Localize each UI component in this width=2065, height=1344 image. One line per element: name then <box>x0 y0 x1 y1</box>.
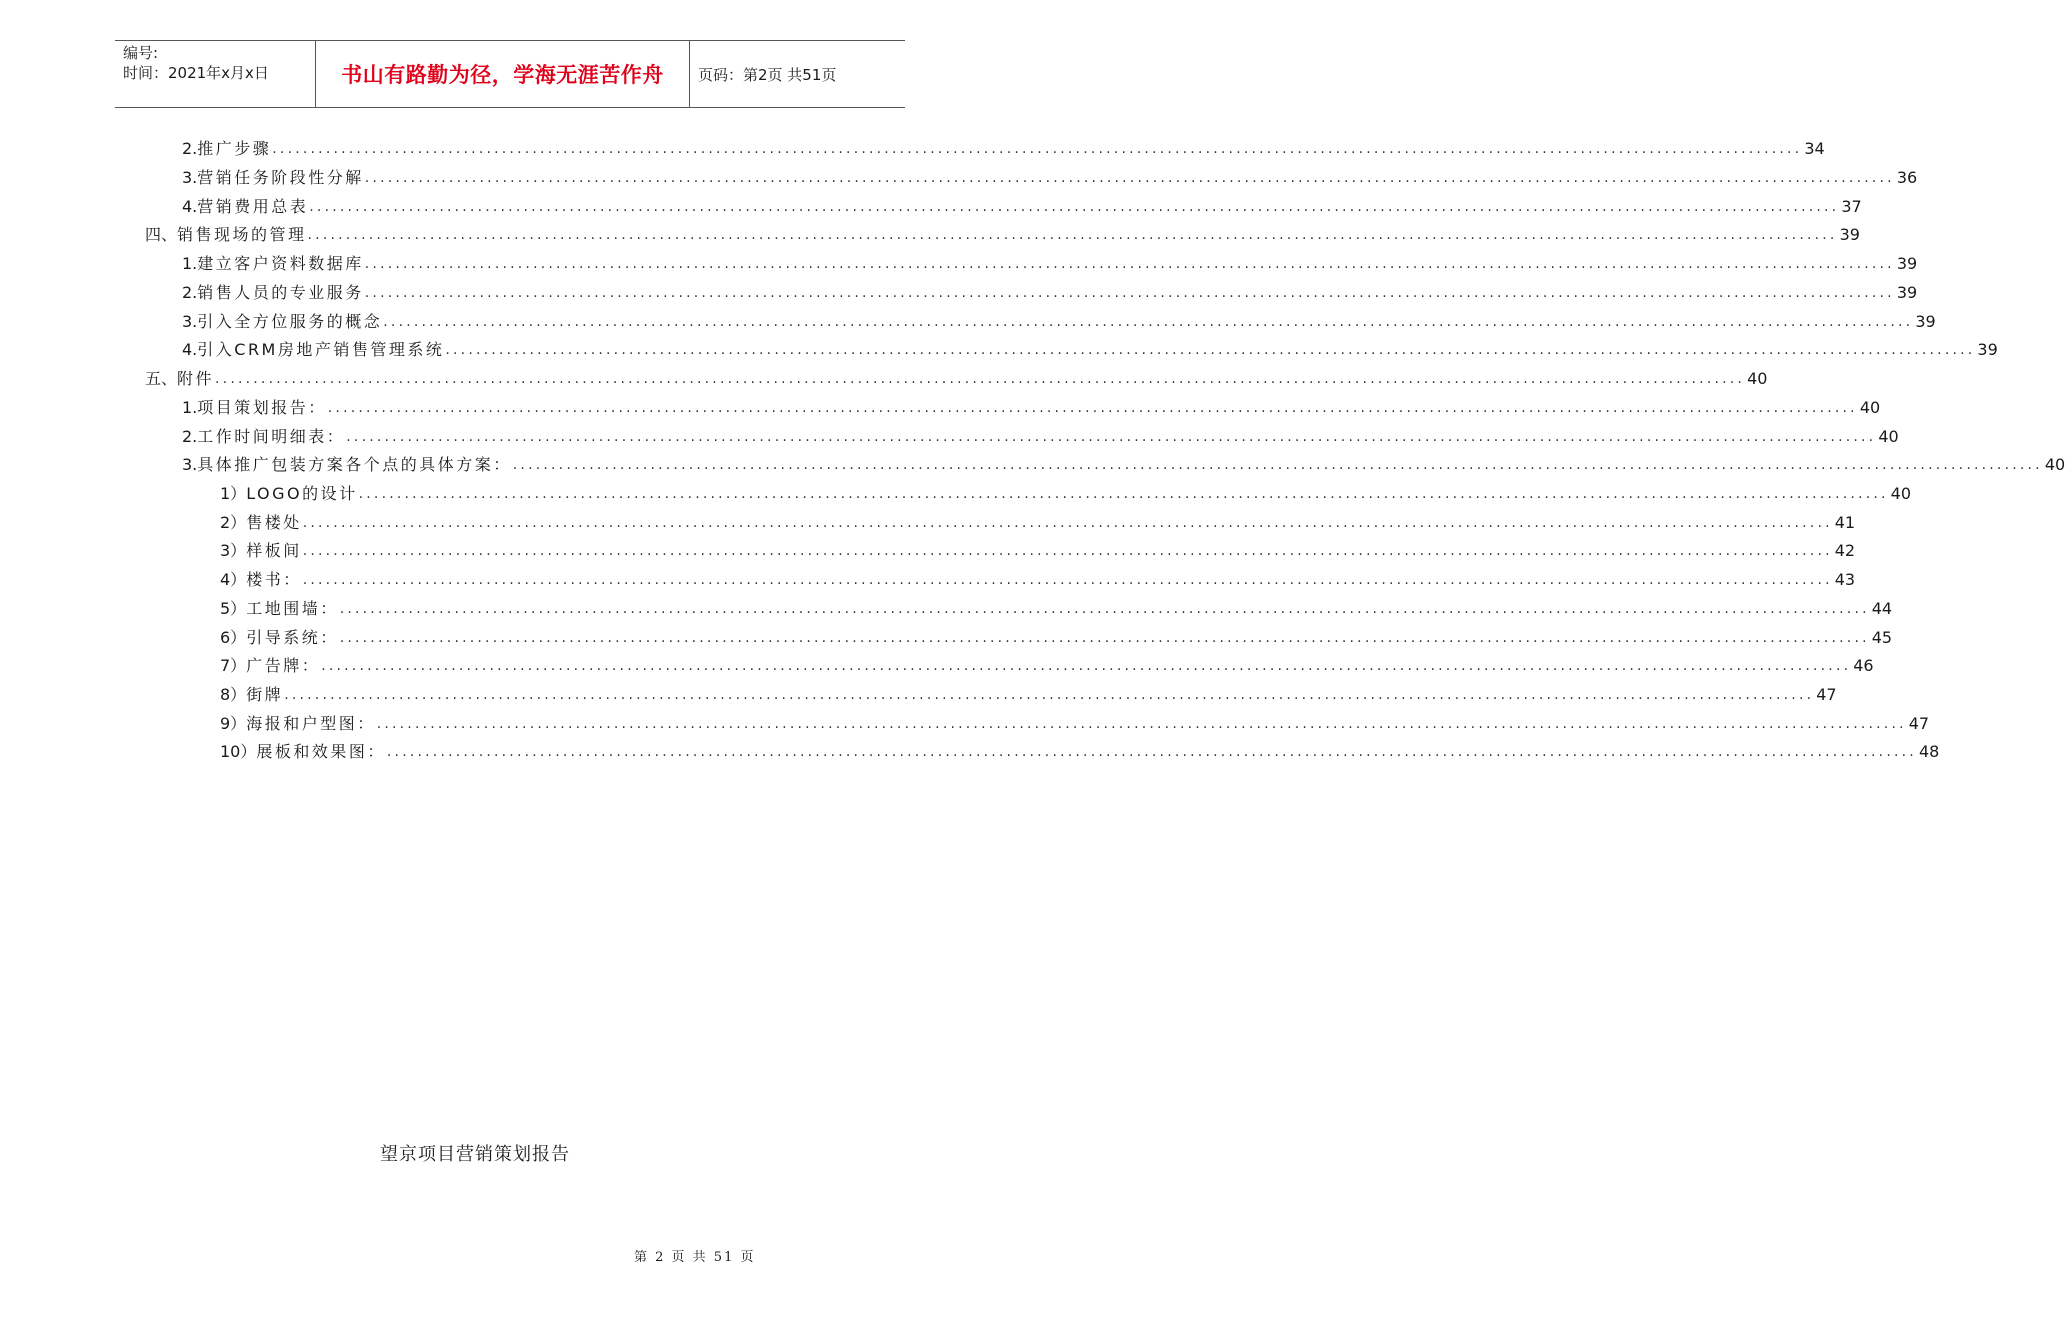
motto-text: 书山有路勤为径，学海无涯苦作舟 <box>341 63 664 87</box>
toc-entry-number: 1） <box>220 484 247 503</box>
toc-entry-title: 推广步骤 <box>197 139 272 158</box>
toc-entry-page: 40 <box>1878 427 1899 446</box>
toc-entry-number: 3. <box>182 455 198 474</box>
toc-entry-number: 3. <box>182 312 198 331</box>
toc-leader-dots: ........................................................................................................................................................................................................ <box>383 314 1914 330</box>
toc-entry-title: 销售人员的专业服务 <box>197 283 364 302</box>
toc-leader-dots: ........................................................................................................................................................................................................ <box>512 457 2043 473</box>
toc-entry[interactable] <box>220 481 1912 507</box>
toc-entry-number: 8） <box>220 685 247 704</box>
toc-entry[interactable] <box>182 165 1918 191</box>
toc-leader-dots: ........................................................................................................................................................................................................ <box>358 486 1889 502</box>
toc-leader-dots: ........................................................................................................................................................................................................ <box>302 572 1833 588</box>
toc-entry[interactable] <box>220 653 1874 679</box>
toc-entry[interactable] <box>182 280 1918 306</box>
toc-entry[interactable] <box>182 309 1936 335</box>
toc-leader-dots: ........................................................................................................................................................................................................ <box>364 170 1895 186</box>
toc-entry[interactable] <box>220 596 1893 622</box>
toc-leader-dots: ........................................................................................................................................................................................................ <box>386 744 1917 760</box>
time-label: 时间：2021年x月x日 <box>123 64 269 82</box>
toc-entry[interactable] <box>220 711 1930 737</box>
toc-entry-title: 建立客户资料数据库 <box>197 254 364 273</box>
toc-entry[interactable] <box>182 395 1881 421</box>
toc-entry-title: 展板和效果图： <box>256 742 386 761</box>
document-title: 望京项目营销策划报告 <box>380 1144 570 1165</box>
toc-entry-number: 4. <box>182 197 198 216</box>
toc-entry-number: 五、 <box>145 369 178 388</box>
toc-leader-dots: ........................................................................................................................................................................................................ <box>445 342 1976 358</box>
toc-leader-dots: ........................................................................................................................................................................................................ <box>307 227 1838 243</box>
toc-entry-number: 3. <box>182 168 198 187</box>
toc-entry[interactable] <box>145 366 1768 392</box>
toc-entry-number: 10） <box>220 742 257 761</box>
toc-entry[interactable] <box>220 510 1856 536</box>
toc-entry-number: 1. <box>182 254 198 273</box>
header-page-label: 页码：第2页 共51页 <box>698 65 837 84</box>
toc-leader-dots: ........................................................................................................................................................................................................ <box>327 400 1858 416</box>
toc-entry[interactable] <box>182 194 1862 220</box>
toc-entry-title: 工作时间明细表： <box>197 427 346 446</box>
toc-entry-page: 47 <box>1816 685 1837 704</box>
toc-entry-number: 2. <box>182 139 198 158</box>
toc-entry-title: 销售现场的管理 <box>177 225 307 244</box>
toc-entry-page: 40 <box>2044 455 2065 474</box>
toc-entry-number: 5） <box>220 599 247 618</box>
toc-entry-title: LOGO的设计 <box>246 484 358 503</box>
toc-entry[interactable] <box>182 452 2065 478</box>
toc-entry-title: 售楼处 <box>246 513 302 532</box>
toc-entry-number: 4. <box>182 340 198 359</box>
toc-entry-number: 2. <box>182 427 198 446</box>
toc-entry-number: 1. <box>182 398 198 417</box>
toc-entry-title: 项目策划报告： <box>197 398 327 417</box>
toc-entry-title: 具体推广包装方案各个点的具体方案： <box>197 455 512 474</box>
toc-leader-dots: ........................................................................................................................................................................................................ <box>321 658 1852 674</box>
toc-entry-title: 广告牌： <box>246 656 321 675</box>
toc-leader-dots: ........................................................................................................................................................................................................ <box>302 515 1833 531</box>
page-number: 第 2 页 共 51 页 <box>634 1250 756 1265</box>
toc-entry-title: 引入CRM房地产销售管理系统 <box>197 340 445 359</box>
toc-entry-page: 44 <box>1871 599 1893 618</box>
toc-leader-dots: ........................................................................................................................................................................................................ <box>284 687 1815 703</box>
toc-entry-page: 41 <box>1834 513 1856 532</box>
page-header <box>115 40 905 108</box>
toc-leader-dots: ........................................................................................................................................................................................................ <box>272 141 1803 157</box>
toc-entry-number: 7） <box>220 656 247 675</box>
toc-entry-title: 工地围墙： <box>246 599 339 618</box>
toc-entry-number: 四、 <box>145 225 178 244</box>
toc-entry[interactable] <box>220 625 1893 651</box>
toc-entry[interactable] <box>220 538 1856 564</box>
toc-entry-page: 39 <box>1839 225 1860 244</box>
toc-entry-page: 39 <box>1896 254 1918 273</box>
toc-entry-title: 附件 <box>177 369 215 388</box>
toc-leader-dots: ........................................................................................................................................................................................................ <box>364 285 1895 301</box>
toc-entry-page: 39 <box>1977 340 1998 359</box>
header-meta-cell <box>115 41 316 107</box>
toc-entry-page: 39 <box>1896 283 1918 302</box>
toc-entry-title: 引导系统： <box>246 628 339 647</box>
toc-entry-title: 楼书： <box>246 570 302 589</box>
toc-entry-page: 36 <box>1896 168 1918 187</box>
toc-leader-dots: ........................................................................................................................................................................................................ <box>339 601 1870 617</box>
code-label: 编号: <box>123 44 159 62</box>
toc-entry-page: 34 <box>1804 139 1825 158</box>
toc-entry-page: 48 <box>1918 742 1940 761</box>
toc-entry-page: 45 <box>1871 628 1893 647</box>
toc-entry-title: 营销任务阶段性分解 <box>197 168 364 187</box>
toc-entry[interactable] <box>220 739 1940 765</box>
toc-leader-dots: ........................................................................................................................................................................................................ <box>376 716 1907 732</box>
toc-entry[interactable] <box>220 567 1856 593</box>
header-page-cell <box>690 41 905 107</box>
toc-entry-number: 3） <box>220 541 247 560</box>
header-motto-cell <box>316 41 690 107</box>
toc-entry-number: 9） <box>220 714 247 733</box>
toc-entry-title: 街牌 <box>246 685 284 704</box>
toc-leader-dots: ........................................................................................................................................................................................................ <box>339 630 1870 646</box>
toc-entry-page: 40 <box>1859 398 1881 417</box>
toc-entry-title: 引入全方位服务的概念 <box>197 312 383 331</box>
toc-entry-page: 43 <box>1834 570 1856 589</box>
toc-entry[interactable] <box>182 136 1825 162</box>
toc-entry-page: 37 <box>1841 197 1862 216</box>
toc-entry[interactable] <box>182 424 1899 450</box>
toc-leader-dots: ........................................................................................................................................................................................................ <box>215 371 1746 387</box>
toc-entry[interactable] <box>145 222 1860 248</box>
toc-entry-page: 40 <box>1747 369 1768 388</box>
toc-entry[interactable] <box>182 337 1998 363</box>
toc-entry[interactable] <box>182 251 1918 277</box>
toc-entry-page: 39 <box>1915 312 1936 331</box>
toc-leader-dots: ........................................................................................................................................................................................................ <box>364 256 1895 272</box>
toc-entry-title: 海报和户型图： <box>246 714 376 733</box>
toc-entry[interactable] <box>220 682 1837 708</box>
toc-entry-page: 47 <box>1908 714 1930 733</box>
toc-entry-title: 样板间 <box>246 541 302 560</box>
toc-entry-number: 2. <box>182 283 198 302</box>
toc-entry-page: 40 <box>1890 484 1912 503</box>
toc-entry-number: 2） <box>220 513 247 532</box>
toc-entry-title: 营销费用总表 <box>197 197 309 216</box>
toc-leader-dots: ........................................................................................................................................................................................................ <box>346 429 1877 445</box>
toc-entry-number: 4） <box>220 570 247 589</box>
toc-entry-page: 42 <box>1834 541 1856 560</box>
toc-entry-number: 6） <box>220 628 247 647</box>
toc-entry-page: 46 <box>1853 656 1874 675</box>
toc-leader-dots: ........................................................................................................................................................................................................ <box>302 543 1833 559</box>
toc-leader-dots: ........................................................................................................................................................................................................ <box>309 199 1840 215</box>
